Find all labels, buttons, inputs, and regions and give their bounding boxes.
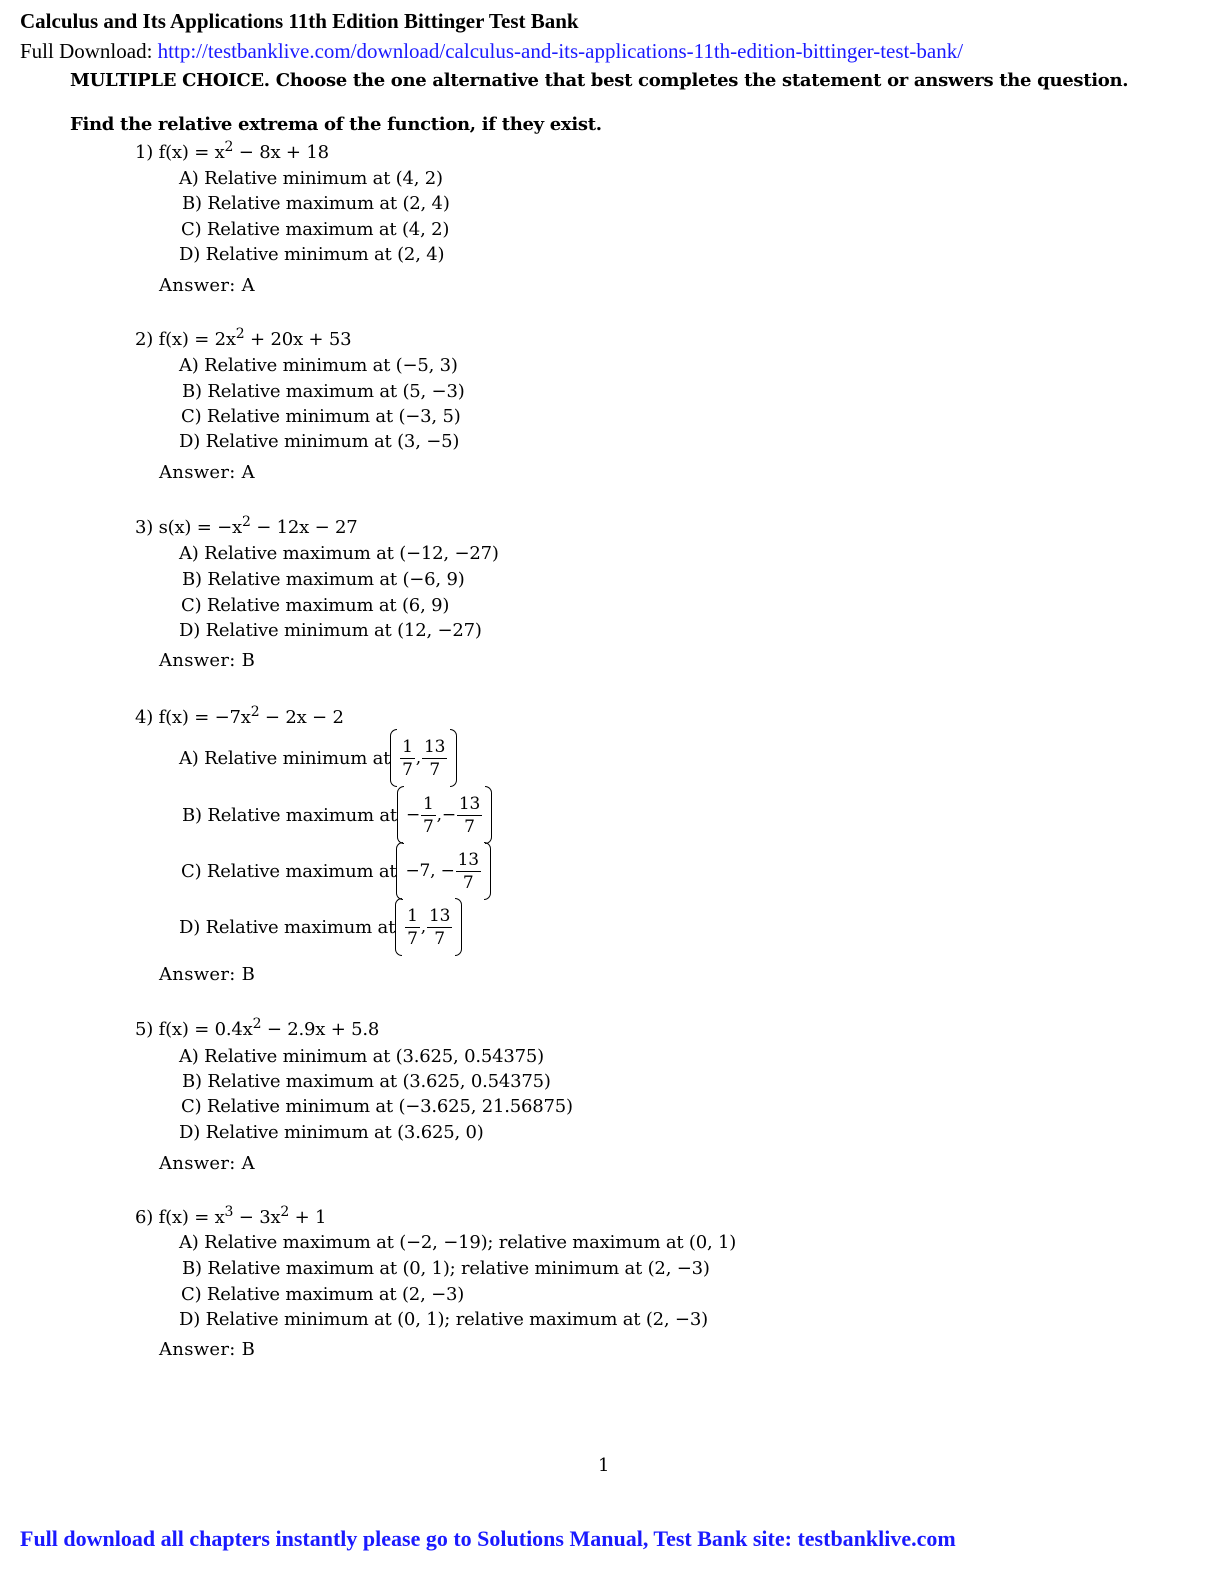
fraction: $\frac{13}{7}$ xyxy=(428,905,451,949)
q5-option-b[interactable]: B) Relative maximum at (3.625, 0.54375) xyxy=(182,1071,551,1092)
q5-option-c[interactable]: C) Relative minimum at (−3.625, 21.56875) xyxy=(181,1096,573,1117)
fraction: $\frac{13}{7}$ xyxy=(458,793,481,837)
fraction: $\frac{1}{7}$ xyxy=(422,793,434,837)
page-number: 1 xyxy=(598,1455,610,1476)
q1-option-a[interactable]: A) Relative minimum at (4, 2) xyxy=(179,168,443,189)
section-heading: Find the relative extrema of the function, if they exist. xyxy=(70,114,602,135)
q4-option-c[interactable]: C) Relative maximum at −7, − $\frac{13}{7}$ xyxy=(181,842,491,900)
q5-option-d[interactable]: D) Relative minimum at (3.625, 0) xyxy=(179,1122,484,1143)
q1-option-d[interactable]: D) Relative minimum at (2, 4) xyxy=(179,244,445,265)
question-1-stem: 1) $f(x) = x^2 - 8x + 18$ xyxy=(135,139,329,163)
q3-option-a[interactable]: A) Relative maximum at (−12, −27) xyxy=(179,543,499,564)
q4-option-d[interactable]: D) Relative maximum at $\frac{1}{7}$ , $\frac{13}{7}$ xyxy=(179,898,462,956)
q4-answer: Answer: B xyxy=(159,964,256,985)
question-2-stem: 2) $f(x) = 2x^2 + 20x + 53$ xyxy=(135,326,352,350)
q6-option-b[interactable]: B) Relative maximum at (0, 1); relative minimum at (2, −3) xyxy=(182,1258,710,1279)
point-parentheses: −7, − $\frac{13}{7}$ xyxy=(396,842,490,900)
point-parentheses: − $\frac{1}{7}$ , − $\frac{13}{7}$ xyxy=(397,786,492,844)
q2-answer: Answer: A xyxy=(159,462,255,483)
q1-answer: Answer: A xyxy=(159,275,255,296)
q6-option-c[interactable]: C) Relative maximum at (2, −3) xyxy=(181,1284,465,1305)
q6-option-d[interactable]: D) Relative minimum at (0, 1); relative maximum at (2, −3) xyxy=(179,1309,708,1330)
download-line xyxy=(20,39,963,64)
fraction: $\frac{1}{7}$ xyxy=(402,736,413,780)
question-5-stem: 5) $f(x) = 0.4x^2 - 2.9x + 5.8$ xyxy=(135,1016,380,1040)
download-link[interactable]: http://testbanklive.com/download/calculus-and-its-applications-11th-edition-bittinger-test-bank/ xyxy=(157,39,964,63)
q3-option-d[interactable]: D) Relative minimum at (12, −27) xyxy=(179,620,482,641)
q3-option-b[interactable]: B) Relative maximum at (−6, 9) xyxy=(182,569,465,590)
q3-answer: Answer: B xyxy=(159,650,256,671)
q5-answer: Answer: A xyxy=(159,1153,255,1174)
download-label: Full Download: xyxy=(20,39,153,63)
document-title: Calculus and Its Applications 11th Edition Bittinger Test Bank xyxy=(20,9,579,33)
fraction: $\frac{1}{7}$ xyxy=(407,905,418,949)
q5-option-a[interactable]: A) Relative minimum at (3.625, 0.54375) xyxy=(179,1046,544,1067)
footer-promo[interactable]: Full download all chapters instantly please go to Solutions Manual, Test Bank site: testbanklive.com xyxy=(20,1526,956,1551)
question-6-stem: 6) $f(x) = x^3 - 3x^2 + 1$ xyxy=(135,1204,327,1228)
q6-option-a[interactable]: A) Relative maximum at (−2, −19); relative maximum at (0, 1) xyxy=(179,1232,737,1253)
q2-option-b[interactable]: B) Relative maximum at (5, −3) xyxy=(182,381,465,402)
q2-option-c[interactable]: C) Relative minimum at (−3, 5) xyxy=(181,406,461,427)
q2-option-a[interactable]: A) Relative minimum at (−5, 3) xyxy=(179,355,458,376)
point-parentheses: $\frac{1}{7}$ , $\frac{13}{7}$ xyxy=(395,898,462,956)
question-3-stem: 3) $s(x) = -x^2 - 12x - 27$ xyxy=(135,514,358,538)
fraction: $\frac{13}{7}$ xyxy=(424,736,446,780)
instructions: MULTIPLE CHOICE. Choose the one alternative that best completes the statement or answers the question. xyxy=(70,70,1129,91)
fraction: $\frac{13}{7}$ xyxy=(457,849,479,893)
q2-option-d[interactable]: D) Relative minimum at (3, −5) xyxy=(179,431,460,452)
q6-answer: Answer: B xyxy=(159,1339,256,1360)
q4-option-a[interactable]: A) Relative minimum at $\frac{1}{7}$ , $\frac{13}{7}$ xyxy=(179,729,457,787)
question-4-stem: 4) $f(x) = -7x^2 - 2x - 2$ xyxy=(135,704,344,728)
point-parentheses: $\frac{1}{7}$ , $\frac{13}{7}$ xyxy=(390,729,457,787)
q4-option-b[interactable]: B) Relative maximum at − $\frac{1}{7}$ , − $\frac{13}{7}$ xyxy=(182,786,492,844)
q1-option-b[interactable]: B) Relative maximum at (2, 4) xyxy=(182,193,450,214)
q1-option-c[interactable]: C) Relative maximum at (4, 2) xyxy=(181,219,450,240)
q3-option-c[interactable]: C) Relative maximum at (6, 9) xyxy=(181,595,450,616)
